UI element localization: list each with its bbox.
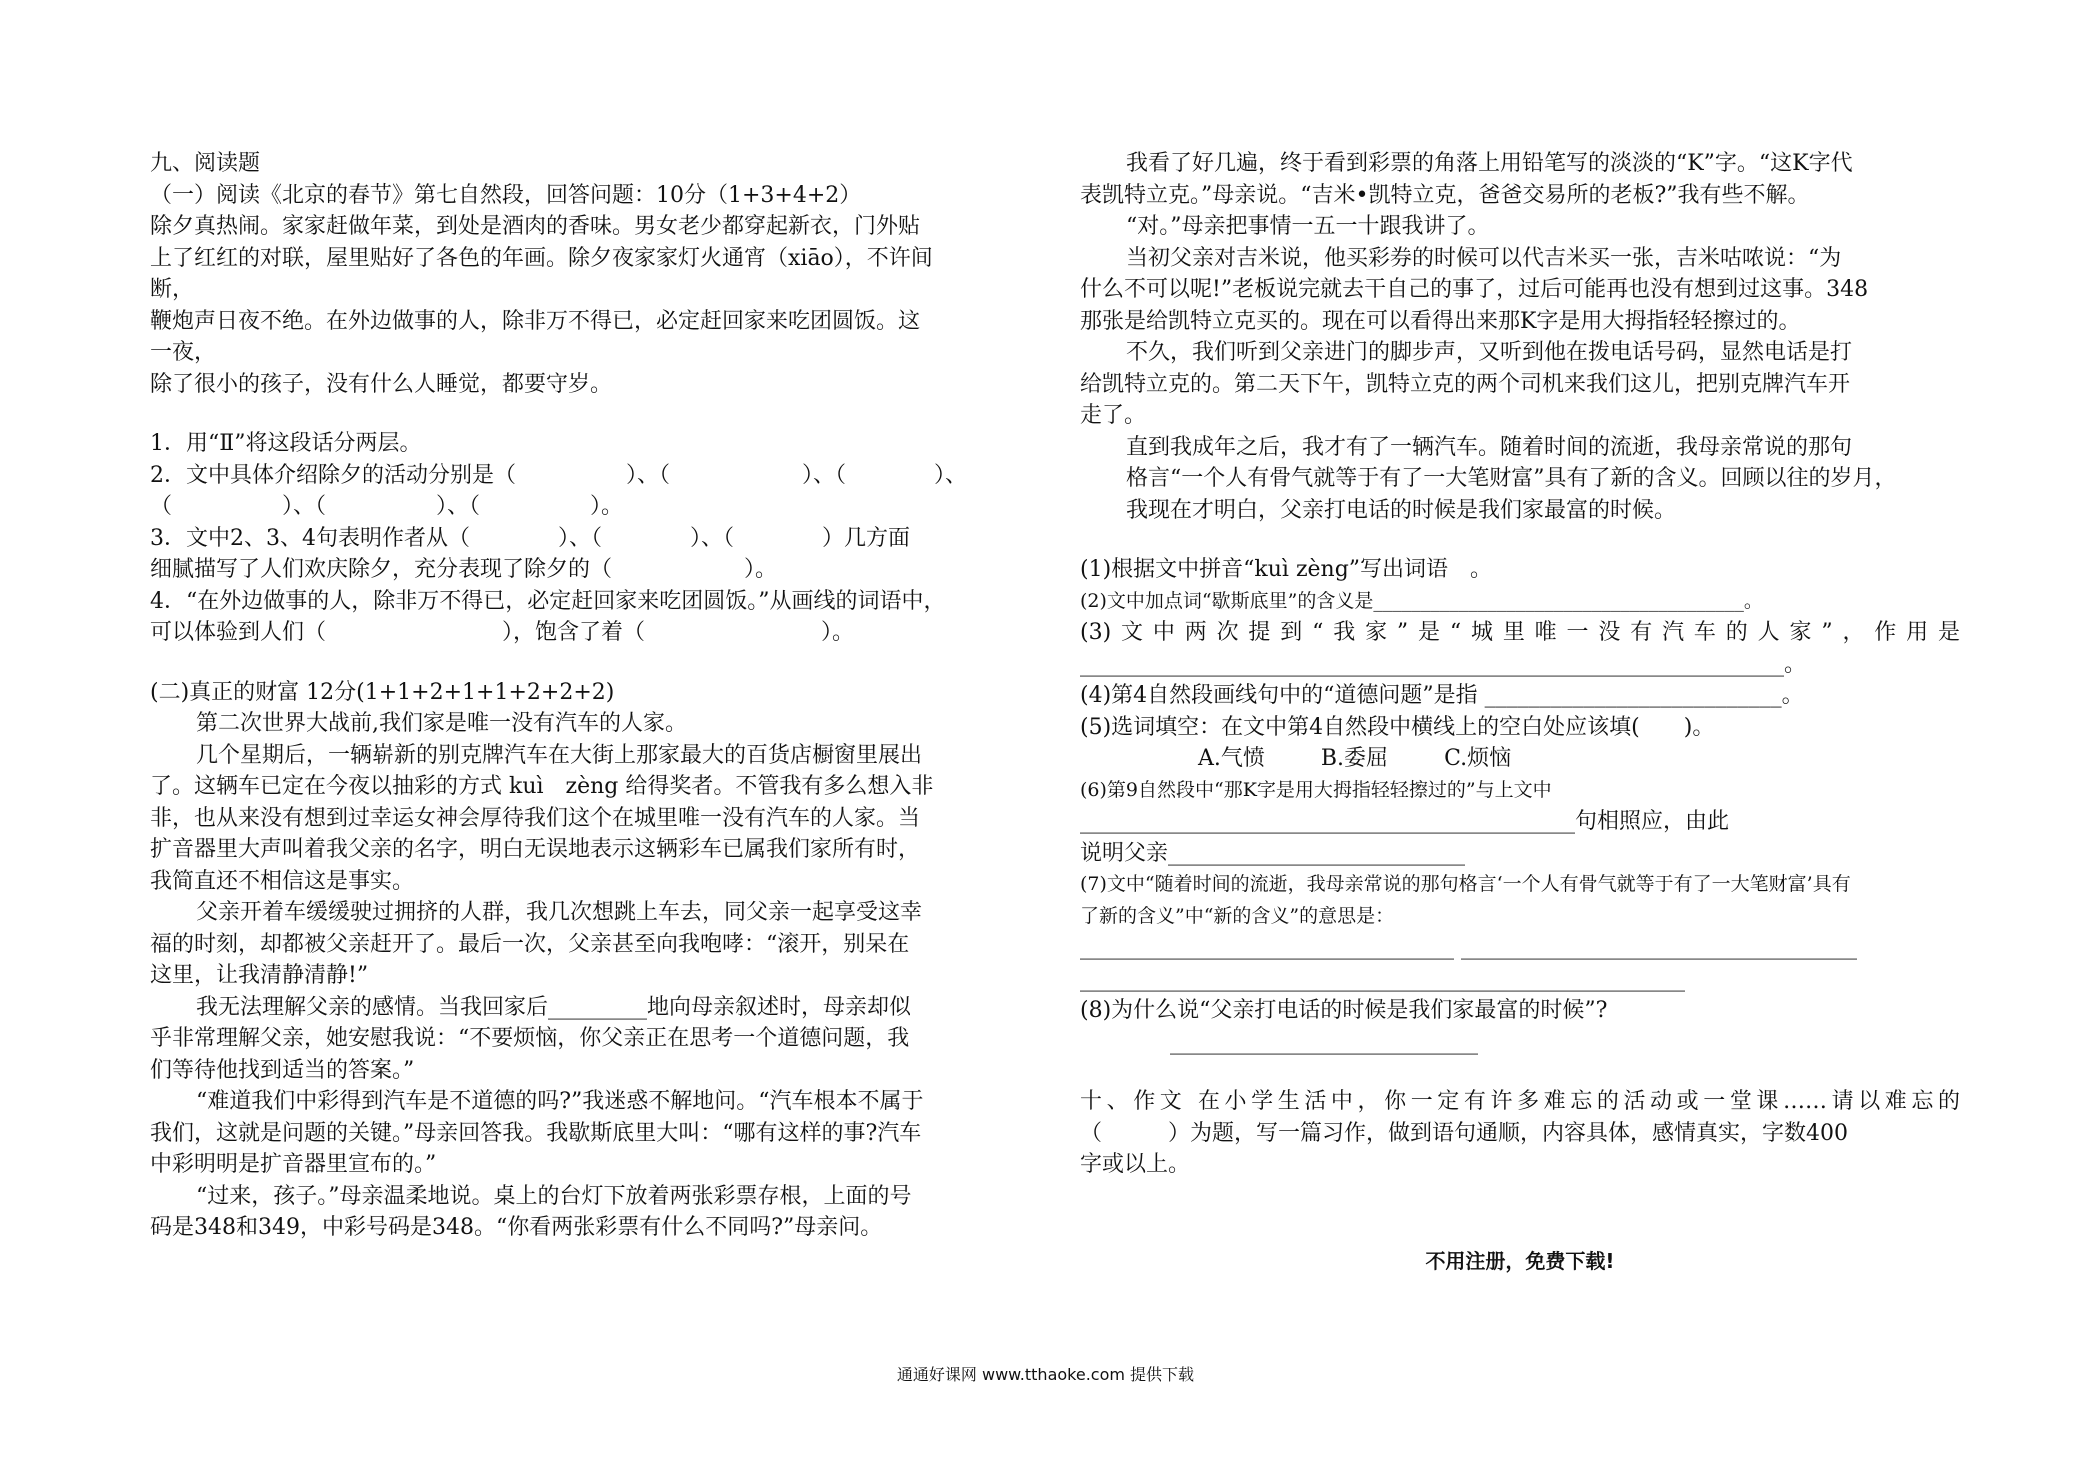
text-line: 什么不可以呢!”老板说完就去干自己的事了，过后可能再也没有想到过这事。348 (1080, 277, 1869, 302)
text-line: 除夕真热闹。家家赶做年菜，到处是酒肉的香味。男女老少都穿起新衣，门外贴 (150, 214, 921, 239)
text-line: 一夜， (150, 340, 217, 365)
text-line: 几个星期后，一辆崭新的别克牌汽车在大街上那家最大的百货店橱窗里展出 (196, 742, 923, 768)
text-line: 乎非常理解父亲，她安慰我说：“不要烦恼，你父亲正在思考一个道德问题，我 (150, 1026, 910, 1051)
text-line: 格言“一个人有骨气就等于有了一大笔财富”具有了新的含义。回顾以往的岁月， (1126, 466, 1897, 491)
choice-option: B.委屈 (1320, 746, 1389, 771)
text-line: 除了很小的孩子，没有什么人睡觉，都要守岁。 (150, 371, 613, 397)
text-line: (7)文中“随着时间的流逝，我母亲常说的那句格言‘一个人有骨气就等于有了一大笔财富’具有 (1080, 873, 1851, 895)
text-line: 中彩明明是扩音器里宣布的。” (150, 1152, 437, 1177)
text-line: 1．用“Ⅱ”将这段话分两层。 (150, 431, 422, 456)
text-line: 2．文中具体介绍除夕的活动分别是（ ）、（ ）、（ ）、 (150, 462, 968, 488)
text-line: （ ）、（ ）、（ ）。 (150, 494, 624, 519)
text-line: ________________________________________________________________。 (1080, 651, 1807, 677)
text-line: (4)第4自然段画线句中的“道德问题”是指 ___________________________。 (1080, 683, 1804, 708)
text-line: 那张是给凯特立克买的。现在可以看得出来那K字是用大拇指轻轻擦过的。 (1080, 308, 1801, 334)
text-line: 十、作文 在小学生活中，你一定有许多难忘的活动或一堂课……请以难忘的 (1080, 1089, 1960, 1114)
text-line: 直到我成年之后，我才有了一辆汽车。随着时间的流逝，我母亲常说的那句 (1126, 434, 1853, 460)
page-footer: 通通好课网 www.tthaoke.com 提供下载 (896, 1365, 1195, 1384)
choice-option: C.烦恼 (1444, 746, 1512, 771)
text-line: 不久，我们听到父亲进门的脚步声，又听到他在拨电话号码，显然电话是打 (1126, 340, 1853, 365)
text-line: 表凯特立克。”母亲说。“吉米•凯特立克，爸爸交易所的老板?”我有些不解。 (1080, 182, 1810, 208)
text-line: 我现在才明白，父亲打电话的时候是我们家最富的时候。 (1126, 497, 1677, 523)
text-line: 上了红红的对联，屋里贴好了各色的年画。除夕夜家家灯火通宵（xiāo），不许间 (150, 245, 933, 271)
text-line: (5)选词填空：在文中第4自然段中横线上的空白处应该填( )。 (1080, 714, 1715, 740)
text-line: 父亲开着车缓缓驶过拥挤的人群，我几次想跳上车去，同父亲一起享受这幸 (196, 900, 923, 925)
text-line: 我简直还不相信这是事实。 (150, 868, 415, 894)
paragraph-gap (1080, 1058, 1960, 1086)
text-line: 了新的含义”中“新的含义”的意思是： (1080, 904, 1395, 927)
text-line: “难道我们中彩得到汽车是不道德的吗?”我迷惑不解地问。“汽车根本不属于 (196, 1089, 924, 1114)
text-line: 我看了好几遍，终于看到彩票的角落上用铅笔写的淡淡的“K”字。“这K字代 (1126, 151, 1853, 176)
text-line: (6)第9自然段中“那K字是用大拇指轻轻擦过的”与上文中 (1080, 778, 1552, 801)
text-line: “对。”母亲把事情一五一十跟我讲了。 (1126, 214, 1490, 239)
text-line: 4．“在外边做事的人，除非万不得已，必定赶回家来吃团圆饭。”从画线的词语中， (150, 588, 946, 614)
text-line: 第二次世界大战前,我们家是唯一没有汽车的人家。 (196, 711, 687, 736)
text-line: 当初父亲对吉米说，他买彩券的时候可以代吉米买一张，吉米咕哝说：“为 (1126, 245, 1842, 271)
paragraph-gap (150, 400, 1030, 428)
text-line: __________________________________ ____________________________________ (1080, 935, 1857, 960)
text-line: 鞭炮声日夜不绝。在外边做事的人，除非万不得已，必定赶回家来吃团圆饭。这 (150, 308, 921, 334)
text-line: (8)为什么说“父亲打电话的时候是我们家最富的时候”? (1080, 998, 1608, 1023)
text-line: 了。这辆车已定在今夜以抽彩的方式 kuì zèng 给得奖者。不管我有多么想入非 (150, 774, 934, 799)
text-line: “过来，孩子。”母亲温柔地说。桌上的台灯下放着两张彩票存根，上面的号 (196, 1183, 912, 1209)
text-line: 给凯特立克的。第二天下午，凯特立克的两个司机来我们这儿，把别克牌汽车开 (1080, 371, 1851, 397)
text-line: 们等待他找到适当的答案。” (150, 1057, 415, 1083)
text-line: 字或以上。 (1080, 1152, 1191, 1177)
paragraph-gap (150, 649, 1030, 677)
text-line: 扩音器里大声叫着我父亲的名字，明白无误地表示这辆彩车已属我们家所有时， (150, 837, 921, 862)
text-line: 码是348和349，中彩号码是348。“你看两张彩票有什么不同吗?”母亲问。 (150, 1215, 883, 1240)
text-line: 3．文中2、3、4句表明作者从（ ）、（ ）、（ ）几方面 (150, 525, 910, 551)
text-line: 细腻描写了人们欢庆除夕，充分表现了除夕的（ ）。 (150, 557, 778, 582)
left-column (150, 148, 1030, 1244)
download-note: 不用注册，免费下载! (1425, 1249, 1615, 1273)
paragraph-gap (1080, 526, 1960, 554)
text-line: (1)根据文中拼音“kuì zèng”写出词语 。 (1080, 557, 1493, 582)
text-line: （一）阅读《北京的春节》第七自然段，回答问题：10分（1+3+4+2） (150, 182, 862, 208)
text-line: 我无法理解父亲的感情。当我回家后_________地向母亲叙述时，母亲却似 (196, 994, 912, 1020)
choice-option: A.气愤 (1198, 746, 1265, 771)
text-line: （ ）为题，写一篇习作，做到语句通顺，内容具体，感情真实，字数400 (1080, 1120, 1848, 1146)
text-line: _______________________________________________________ (1080, 966, 1685, 992)
text-line: _____________________________________________句相照应，由此 (1080, 809, 1730, 834)
text-line: (3)文中两次提到“我家”是“城里唯一没有汽车的人家”，作用是 (1080, 620, 1960, 645)
text-line: (2)文中加点词“歇斯底里”的含义是_______________________________________。 (1080, 589, 1763, 612)
text-line: 福的时刻，却都被父亲赶开了。最后一次，父亲甚至向我咆哮：“滚开，别呆在 (150, 931, 910, 957)
text-line: 九、阅读题 (150, 151, 261, 176)
text-line: (二)真正的财富 12分(1+1+2+1+1+2+2+2) (150, 679, 615, 705)
text-line: 可以体验到人们（ ），饱含了着（ ）。 (150, 620, 855, 645)
right-column (1080, 148, 1960, 1181)
text-line: 非，也从来没有想到过幸运女神会厚待我们这个在城里唯一没有汽车的人家。当 (150, 805, 921, 831)
choice-options (1080, 743, 1960, 775)
text-line: ____________________________ (1126, 1029, 1479, 1055)
text-line: 这里，让我清静清静!” (150, 963, 369, 988)
text-line: 说明父亲___________________________ (1080, 840, 1466, 866)
text-line: 走了。 (1080, 403, 1147, 428)
text-line: 断， (150, 277, 195, 302)
text-line: 我们，这就是问题的关键。”母亲回答我。我歇斯底里大叫：“哪有这样的事?汽车 (150, 1120, 922, 1146)
